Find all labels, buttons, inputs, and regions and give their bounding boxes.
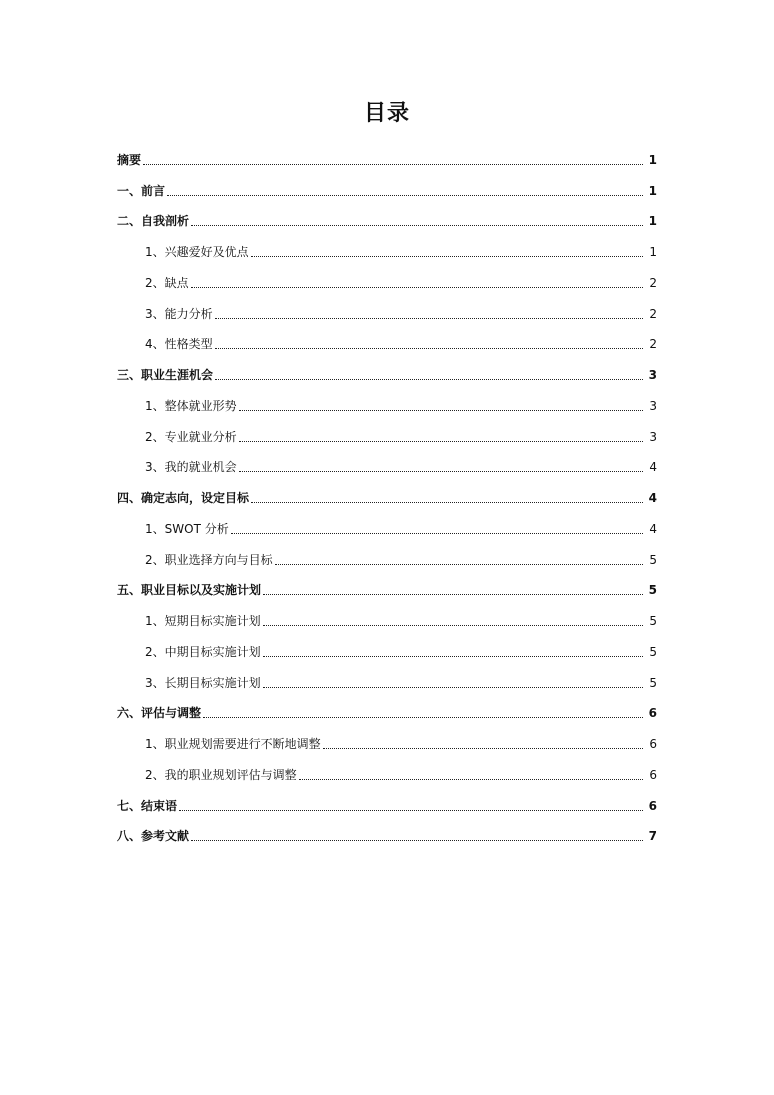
toc-entry-label: 1、兴趣爱好及优点 bbox=[145, 245, 249, 259]
toc-dot-leader bbox=[215, 367, 643, 383]
toc-dot-leader bbox=[191, 213, 643, 229]
toc-entry-section[interactable] bbox=[117, 199, 657, 230]
toc-dot-leader bbox=[263, 613, 643, 629]
toc-entry-subsection[interactable] bbox=[117, 445, 657, 476]
toc-page-number: 5 bbox=[648, 583, 657, 598]
toc-entry-label: 4、性格类型 bbox=[145, 337, 213, 352]
toc-dot-leader bbox=[251, 244, 643, 260]
toc-entry-label: 1、职业规划需要进行不断地调整 bbox=[145, 737, 321, 751]
toc-entry-subsection[interactable] bbox=[117, 322, 657, 353]
toc-page-number: 6 bbox=[649, 737, 657, 751]
toc-entry-subsection[interactable] bbox=[117, 414, 657, 445]
toc-entry-label: 3、长期目标实施计划 bbox=[145, 675, 261, 690]
toc-entry-label: 一、前言 bbox=[117, 183, 166, 198]
toc-entry-label: 2、专业就业分析 bbox=[145, 429, 237, 444]
toc-entry-section[interactable] bbox=[117, 137, 657, 168]
toc-dot-leader bbox=[191, 275, 643, 291]
toc-page-number: 7 bbox=[648, 829, 657, 844]
toc-entry-subsection[interactable] bbox=[117, 629, 657, 660]
table-of-contents bbox=[117, 137, 657, 844]
toc-entry-subsection[interactable] bbox=[117, 660, 657, 691]
toc-dot-leader bbox=[191, 828, 643, 844]
toc-page-number: 3 bbox=[649, 429, 657, 444]
toc-page-number: 3 bbox=[648, 368, 657, 382]
toc-page-number: 1 bbox=[649, 245, 657, 259]
toc-entry-subsection[interactable] bbox=[117, 721, 657, 752]
toc-entry-label: 摘要 bbox=[117, 152, 142, 167]
toc-dot-leader bbox=[239, 459, 643, 475]
toc-entry-section[interactable] bbox=[117, 475, 657, 506]
toc-dot-leader bbox=[299, 767, 643, 783]
toc-dot-leader bbox=[323, 736, 643, 752]
toc-entry-label: 三、职业生涯机会 bbox=[117, 368, 214, 382]
toc-page-number: 6 bbox=[648, 706, 657, 721]
toc-page-number: 4 bbox=[648, 491, 657, 505]
toc-entry-subsection[interactable] bbox=[117, 383, 657, 414]
toc-page-number: 2 bbox=[649, 275, 657, 290]
toc-entry-label: 3、能力分析 bbox=[145, 306, 213, 321]
toc-entry-section[interactable] bbox=[117, 814, 657, 845]
toc-dot-leader bbox=[215, 336, 643, 352]
toc-page-number: 6 bbox=[648, 798, 657, 813]
toc-entry-section[interactable] bbox=[117, 352, 657, 383]
toc-page-number: 2 bbox=[649, 306, 657, 321]
toc-page-number: 1 bbox=[648, 152, 657, 167]
toc-entry-label: 1、整体就业形势 bbox=[145, 398, 237, 413]
toc-entry-subsection[interactable] bbox=[117, 260, 657, 291]
toc-page-number: 5 bbox=[649, 614, 657, 628]
toc-entry-subsection[interactable] bbox=[117, 598, 657, 629]
toc-page-number: 5 bbox=[649, 552, 657, 567]
toc-dot-leader bbox=[275, 552, 643, 568]
toc-entry-label: 1、SWOT 分析 bbox=[145, 521, 229, 536]
toc-entry-label: 3、我的就业机会 bbox=[145, 460, 237, 475]
toc-page-number: 1 bbox=[648, 183, 657, 198]
toc-entry-label: 2、我的职业规划评估与调整 bbox=[145, 767, 297, 782]
toc-dot-leader bbox=[143, 152, 643, 168]
toc-dot-leader bbox=[263, 644, 643, 660]
toc-page-number: 4 bbox=[649, 521, 657, 536]
toc-entry-section[interactable] bbox=[117, 568, 657, 599]
toc-entry-label: 六、评估与调整 bbox=[117, 706, 202, 721]
toc-entry-label: 2、中期目标实施计划 bbox=[145, 644, 261, 659]
toc-entry-label: 2、缺点 bbox=[145, 275, 189, 290]
toc-dot-leader bbox=[179, 798, 643, 814]
toc-entry-label: 1、短期目标实施计划 bbox=[145, 614, 261, 628]
toc-entry-subsection[interactable] bbox=[117, 506, 657, 537]
toc-dot-leader bbox=[251, 490, 643, 506]
toc-dot-leader bbox=[239, 398, 643, 414]
toc-page-number: 1 bbox=[648, 214, 657, 229]
toc-entry-subsection[interactable] bbox=[117, 229, 657, 260]
page-title: 目录 bbox=[363, 101, 410, 126]
toc-page-number: 4 bbox=[649, 460, 657, 475]
toc-entry-label: 五、职业目标以及实施计划 bbox=[117, 583, 262, 598]
toc-entry-section[interactable] bbox=[117, 783, 657, 814]
toc-entry-subsection[interactable] bbox=[117, 291, 657, 322]
toc-page-number: 5 bbox=[649, 675, 657, 690]
toc-page-number: 2 bbox=[649, 337, 657, 352]
toc-entry-label: 八、参考文献 bbox=[117, 829, 190, 844]
toc-page-number: 5 bbox=[649, 644, 657, 659]
toc-entry-subsection[interactable] bbox=[117, 752, 657, 783]
toc-entry-label: 七、结束语 bbox=[117, 798, 178, 813]
toc-page-number: 3 bbox=[649, 398, 657, 413]
toc-dot-leader bbox=[215, 306, 643, 322]
toc-page-number: 6 bbox=[649, 767, 657, 782]
toc-entry-subsection[interactable] bbox=[117, 537, 657, 568]
toc-dot-leader bbox=[239, 429, 643, 445]
toc-dot-leader bbox=[203, 705, 643, 721]
toc-dot-leader bbox=[231, 521, 643, 537]
toc-dot-leader bbox=[167, 183, 643, 199]
toc-entry-label: 四、确定志向，设定目标 bbox=[117, 491, 250, 505]
toc-dot-leader bbox=[263, 582, 643, 598]
toc-entry-section[interactable] bbox=[117, 168, 657, 199]
toc-entry-section[interactable] bbox=[117, 691, 657, 722]
toc-entry-label: 2、职业选择方向与目标 bbox=[145, 552, 273, 567]
toc-entry-label: 二、自我剖析 bbox=[117, 214, 190, 229]
toc-dot-leader bbox=[263, 675, 643, 691]
